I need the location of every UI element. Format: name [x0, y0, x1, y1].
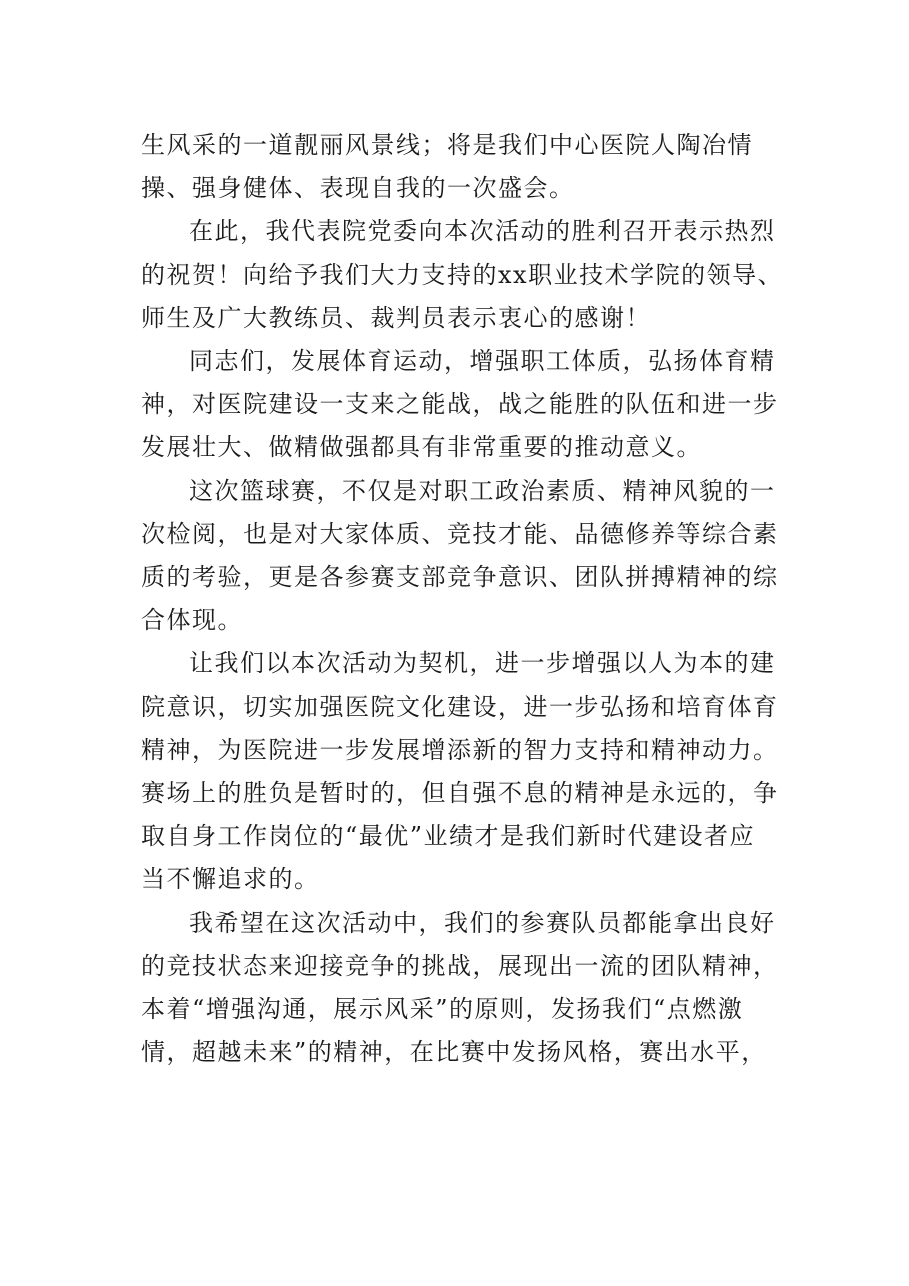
text-line: 这次篮球赛，不仅是对职工政治素质、精神风貌的一: [189, 476, 776, 505]
text-line: 师生及广大教练员、裁判员表示衷心的感谢！: [141, 303, 651, 332]
text-line: 神，对医院建设一支来之能战，战之能胜的队伍和进一步: [141, 390, 779, 419]
text-line: 操、强身健体、表现自我的一次盛会。: [141, 174, 575, 203]
text-line: 生风采的一道靓丽风景线；将是我们中心医院人陶冶情: [141, 131, 753, 159]
text-line: 合体现。: [141, 606, 243, 635]
text-line: 取自身工作岗位的“最优”业绩才是我们新时代建设者应: [141, 822, 756, 851]
text-line: 同志们，发展体育运动，增强职工体质，弘扬体育精: [189, 347, 776, 376]
document-body: [141, 124, 784, 1074]
paragraph-1: [141, 124, 751, 210]
paragraph-2: [141, 210, 784, 340]
text-line: 质的考验，更是各参赛支部竞争意识、团队拼搏精神的综: [141, 563, 779, 592]
text-line: 我希望在这次活动中，我们的参赛队员都能拿出良好: [189, 908, 776, 937]
text-line: 院意识，切实加强医院文化建设，进一步弘扬和培育体育: [141, 692, 779, 721]
text-line: 发展壮大、做精做强都具有非常重要的推动意义。: [141, 433, 702, 462]
text-line: 次检阅，也是对大家体质、竞技才能、品德修养等综合素: [141, 519, 779, 548]
paragraph-6: [141, 902, 779, 1075]
text-line: 的祝贺！向给予我们大力支持的xx职业技术学院的领导、: [141, 260, 784, 289]
text-line: 赛场上的胜负是暂时的，但自强不息的精神是永远的，争: [141, 779, 779, 808]
paragraph-5: [141, 642, 779, 901]
paragraph-4: [141, 470, 779, 643]
text-line: 让我们以本次活动为契机，进一步增强以人为本的建: [189, 649, 776, 678]
text-line: 精神，为医院进一步发展增添新的智力支持和精神动力。: [141, 735, 779, 764]
text-line: 本着“增强沟通，展示风采”的原则，发扬我们“点燃激: [141, 995, 744, 1024]
paragraph-3: [141, 340, 779, 470]
text-line: 当不懈追求的。: [141, 865, 320, 894]
text-line: 情，超越未来”的精神，在比赛中发扬风格，赛出水平，: [141, 1038, 767, 1067]
text-line: 的竞技状态来迎接竞争的挑战，展现出一流的团队精神，: [141, 951, 779, 980]
text-line: 在此，我代表院党委向本次活动的胜利召开表示热烈: [189, 217, 776, 246]
